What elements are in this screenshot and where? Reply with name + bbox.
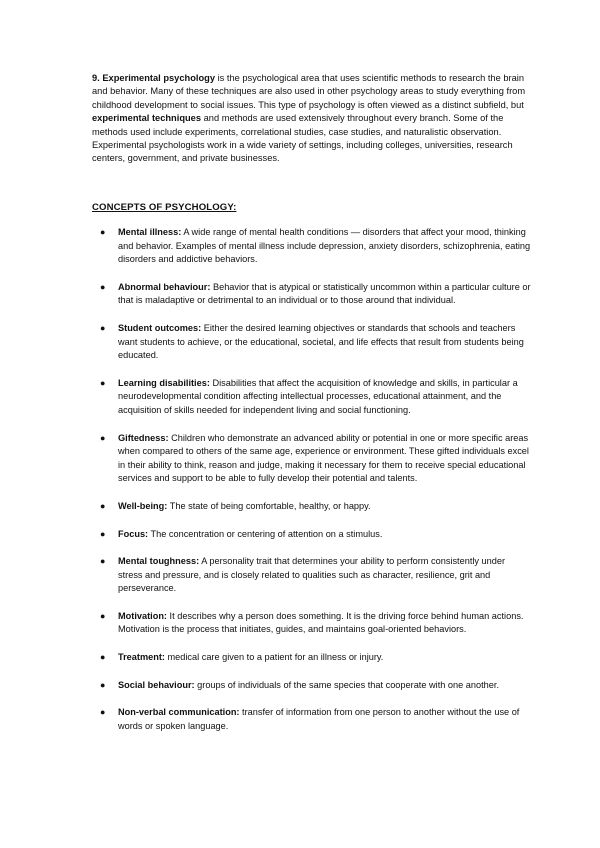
intro-text-a: is the psychological area that uses scientific methods to research the brain and behavior. Many of these techniques are also used in other psychology areas to study everything from childhood development to social issues. This type of psychology is often viewed as a distinct subfield, but — [92, 73, 526, 110]
concept-term: Motivation: — [118, 610, 167, 621]
concept-term: Abnormal behaviour: — [118, 281, 211, 292]
concept-term: Mental toughness: — [118, 556, 200, 567]
bullet-icon: ● — [100, 281, 106, 292]
intro-term: Experimental psychology — [102, 73, 215, 83]
concept-item — [92, 679, 532, 693]
concept-item — [92, 528, 532, 542]
concept-description: Behavior that is atypical or statistically uncommon within a particular culture or that is maladaptive or detrimental to an individual or to those around that individual. — [118, 281, 531, 306]
intro-term-2: experimental techniques — [92, 113, 202, 124]
bullet-icon: ● — [100, 500, 106, 511]
concept-term: Social behaviour: — [118, 679, 195, 690]
concept-description: A wide range of mental health conditions — disorders that affect your mood, thinking and behavior. Examples of mental illness include depression, anxiety disorders, schizophrenia, eating disorders and addictive behaviors. — [118, 227, 531, 265]
intro-paragraph — [92, 72, 534, 166]
concept-term: Non-verbal communication: — [118, 707, 240, 718]
concept-term: Giftedness: — [118, 432, 169, 443]
concepts-list — [92, 226, 532, 733]
concept-item — [92, 432, 532, 486]
bullet-icon: ● — [100, 679, 106, 690]
concept-item — [92, 706, 532, 733]
concept-item — [92, 377, 532, 418]
concept-description: Children who demonstrate an advanced ability or potential in one or more specific areas when compared to others of the same age, experience or environment. These gifted individuals excel in their ability to think, reason and judge, making it necessary for them to receive special educational services and support to be able to fully develop their potential and talents. — [118, 432, 529, 484]
concept-item — [92, 555, 532, 596]
intro-text-b: and methods are used extensively throughout every branch. Some of the methods used include experiments, correlational studies, case studies, and naturalistic observation. Experimental psychologists work in a wide variety of settings, including colleges, universities, research centers, government, and private businesses. — [92, 113, 513, 164]
concept-item — [92, 610, 532, 637]
concept-item — [92, 281, 532, 308]
bullet-icon: ● — [100, 556, 106, 567]
concept-description: Either the desired learning objectives or standards that schools and teachers want students to achieve, or the educational, societal, and life effects that result from students being educated. — [118, 322, 524, 361]
concept-description: groups of individuals of the same species that cooperate with one another. — [194, 679, 499, 690]
bullet-icon: ● — [100, 377, 106, 388]
concept-term: Student outcomes: — [118, 322, 202, 333]
concept-item — [92, 226, 532, 267]
bullet-icon: ● — [100, 322, 106, 333]
concept-item — [92, 322, 532, 363]
intro-number: 9. — [92, 73, 100, 83]
concept-description: medical care given to a patient for an illness or injury. — [164, 652, 384, 663]
bullet-icon: ● — [100, 528, 106, 539]
concept-description: transfer of information from one person to another without the use of words or spoken language. — [118, 707, 520, 731]
concept-term: Learning disabilities: — [118, 377, 210, 388]
concept-description: It describes why a person does something. It is the driving force behind human actions. Motivation is the process that initiates, guides, and maintains goal-oriented behaviors. — [118, 610, 524, 635]
concept-term: Focus: — [118, 528, 149, 539]
concept-term: Mental illness: — [118, 227, 182, 237]
bullet-icon: ● — [100, 432, 106, 443]
concept-description: Disabilities that affect the acquisition of knowledge and skills, in particular a neurodevelopmental condition affecting intellectual processes, educational attainment, and the acquisition of skills needed for independent living and social functioning. — [118, 377, 518, 415]
concept-description: A personality trait that determines your ability to perform consistently under stress and pressure, and is closely related to qualities such as character, resilience, grit and perseverance. — [118, 556, 506, 594]
concept-term: Treatment: — [118, 652, 165, 663]
section-heading: CONCEPTS OF PSYCHOLOGY: — [92, 202, 237, 213]
concept-term: Well-being: — [118, 500, 168, 511]
concept-item — [92, 500, 532, 514]
bullet-icon: ● — [100, 652, 106, 663]
bullet-icon: ● — [100, 227, 106, 237]
concept-item — [92, 651, 532, 665]
bullet-icon: ● — [100, 610, 106, 621]
concept-description: The concentration or centering of attention on a stimulus. — [148, 528, 383, 539]
concept-description: The state of being comfortable, healthy, or happy. — [167, 500, 371, 511]
bullet-icon: ● — [100, 707, 106, 718]
